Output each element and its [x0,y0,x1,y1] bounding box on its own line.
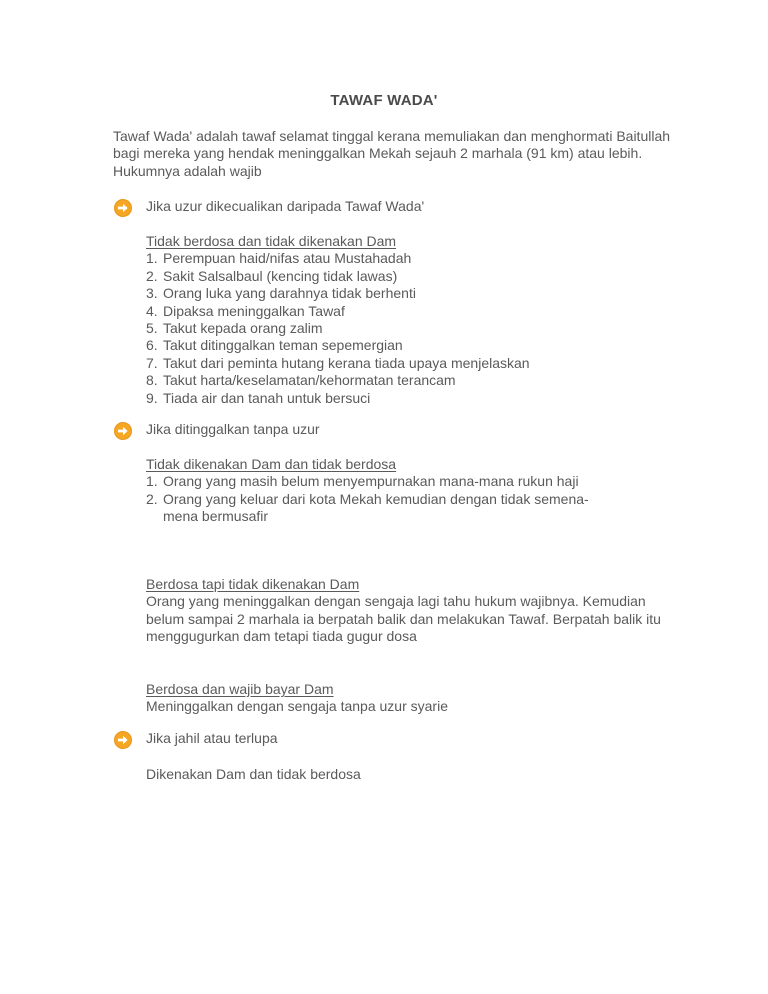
section2-heading: Jika ditinggalkan tanpa uzur [146,421,320,437]
section2-body [146,456,596,526]
list-item: 2. Orang yang keluar dari kota Mekah kemudian dengan tidak semena-mena bermusafir [146,490,589,525]
list-item: 7. Takut dari peminta hutang kerana tiada upaya menjelaskan [146,354,530,371]
arrow-right-circle-icon [113,421,133,441]
sub2-heading: Berdosa tapi tidak dikenakan Dam [146,576,360,592]
list-item: 9. Tiada air dan tanah untuk bersuci [146,389,371,406]
section2-subheading: Tidak dikenakan Dam dan tidak berdosa [146,456,397,472]
arrow-right-circle-icon [113,198,133,218]
page-title: TAWAF WADA' [330,92,438,109]
section3-heading: Jika jahil atau terlupa [146,730,278,746]
list-item: 1. Orang yang masih belum menyempurnakan mana-mana rukun haji [146,473,579,490]
sub3-heading: Berdosa dan wajib bayar Dam [146,681,334,697]
list-item: 2. Sakit Salsalbaul (kencing tidak lawas) [146,267,398,284]
sub3-text: Meninggalkan dengan sengaja tanpa uzur syarie [146,698,448,715]
intro-paragraph: Tawaf Wada' adalah tawaf selamat tinggal kerana memuliakan dan menghormati Baitullah bagi mereka yang hendak meninggalkan Mekah sejauh 2 marhala (91 km) atau lebih. Hukumnya adalah wajib [113,128,671,179]
list-item: 4. Dipaksa meninggalkan Tawaf [146,302,345,319]
section1-subheading: Tidak berdosa dan tidak dikenakan Dam [146,233,397,249]
section2-list [146,473,596,525]
section2-sub2 [146,576,666,646]
section2-sub3 [146,681,686,716]
arrow-right-circle-icon [113,730,133,750]
list-item: 3. Orang luka yang darahnya tidak berhenti [146,285,416,302]
section1-heading: Jika uzur dikecualikan daripada Tawaf Wada' [146,198,425,214]
section3-text: Dikenakan Dam dan tidak berdosa [146,766,361,782]
list-item: 5. Takut kepada orang zalim [146,320,323,337]
list-item: 1. Perempuan haid/nifas atau Mustahadah [146,250,412,267]
list-item: 8. Takut harta/keselamatan/kehormatan terancam [146,372,456,389]
section1-list [146,250,686,407]
sub2-text: Orang yang meninggalkan dengan sengaja lagi tahu hukum wajibnya. Kemudian belum sampai 2 marhala ia berpatah balik dan melakukan Tawaf. Berpatah balik itu menggugurkan dam tetapi tiada gugur dosa [146,593,661,645]
list-item: 6. Takut ditinggalkan teman sepemergian [146,337,403,354]
section1-body [146,233,686,407]
